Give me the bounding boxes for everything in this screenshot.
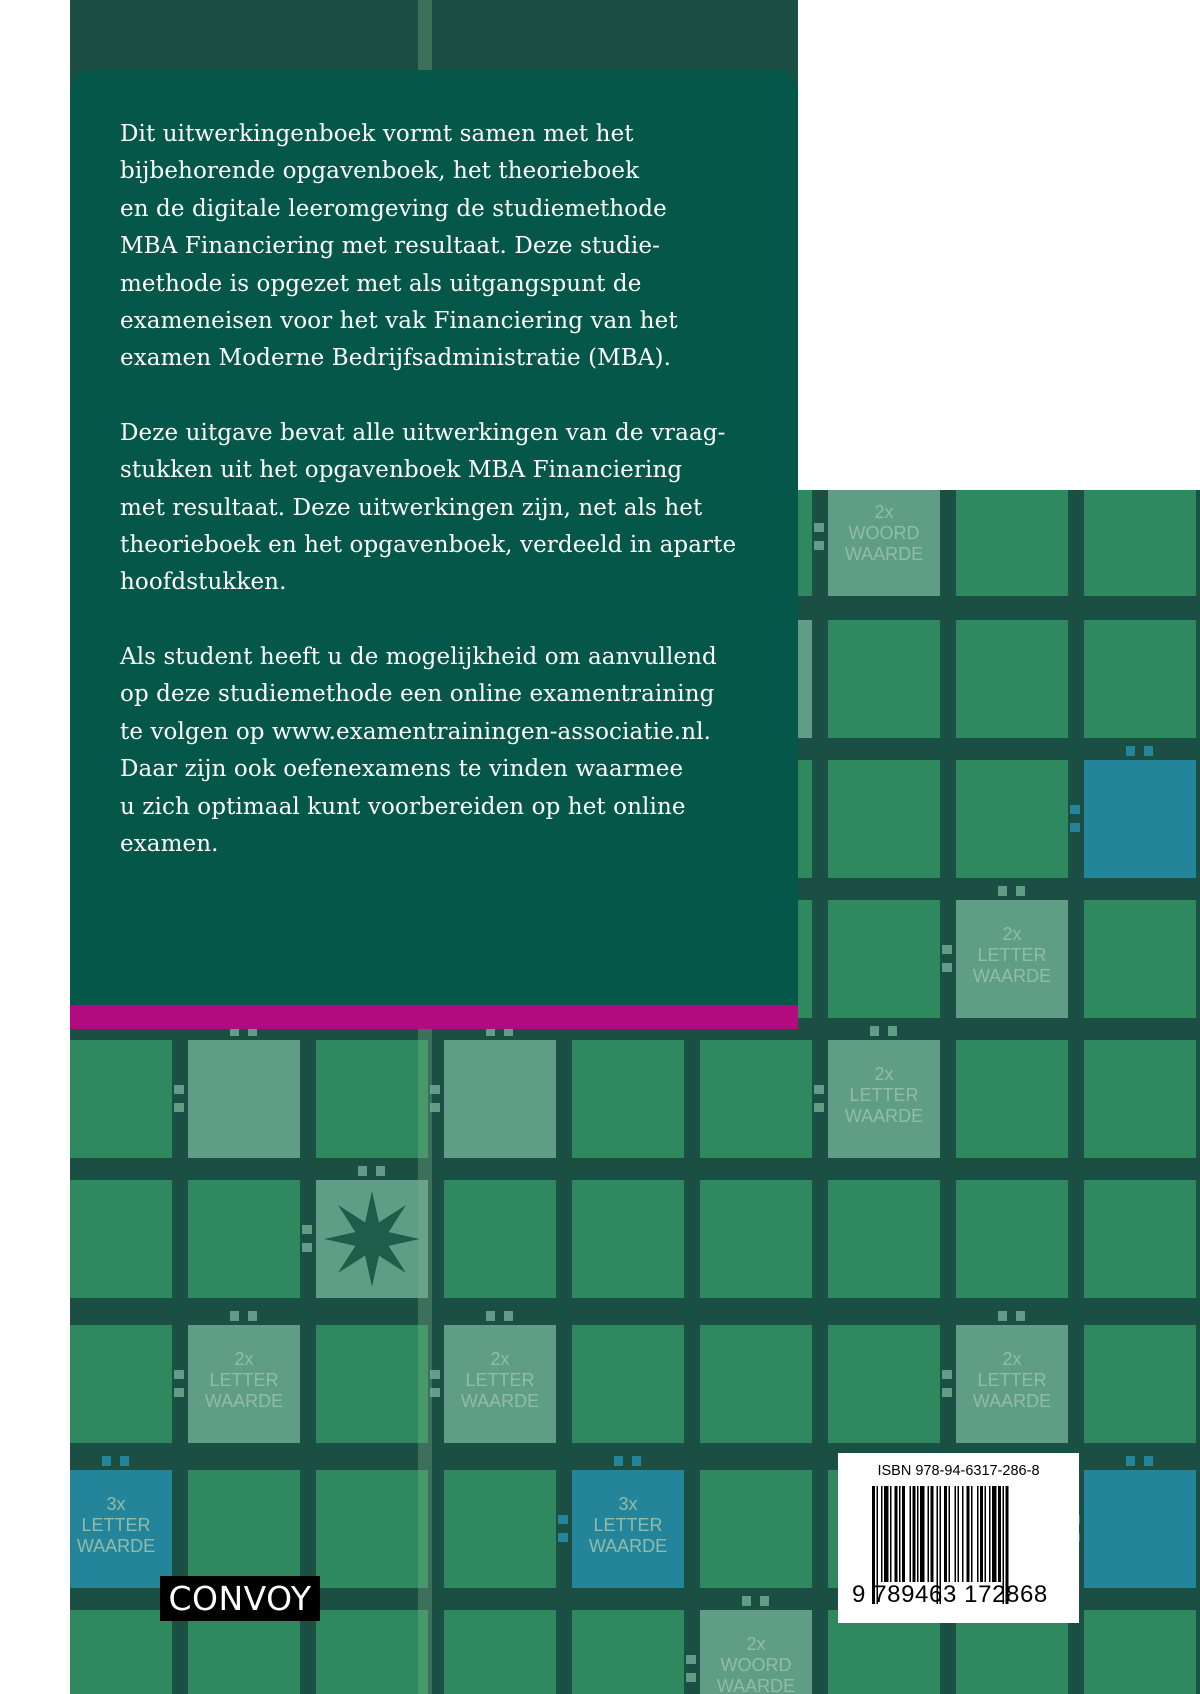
description-panel <box>70 70 798 1005</box>
barcode-bar <box>931 1486 934 1582</box>
board-tile-gray <box>188 1040 300 1158</box>
tile-marker <box>614 1456 623 1466</box>
barcode-bar <box>980 1486 983 1582</box>
board-tile-green <box>316 1325 428 1443</box>
board-tile-green <box>700 1040 812 1158</box>
tile-marker <box>998 1311 1007 1321</box>
board-tile-green <box>316 1610 428 1694</box>
board-tile-green <box>828 1180 940 1298</box>
paragraph-intro: Dit uitwerkingenboek vormt samen met het bijbehorende opgavenboek, het theorieboek en de digitale leeromgeving de studiemethode MBA Financiering met resultaat. Deze studie- methode is opgezet met als uitgangspunt de exameneisen voor het vak Financiering van het examen Moderne Bedrijfsadministratie (MBA). <box>120 121 678 372</box>
barcode-bar <box>913 1486 916 1582</box>
tile-marker <box>1070 823 1080 832</box>
barcode-bar <box>910 1486 912 1582</box>
barcode-bar <box>955 1486 957 1582</box>
tile-label: LETTER <box>977 1370 1047 1390</box>
tile-label: LETTER <box>977 945 1047 965</box>
tile-label: WAARDE <box>204 1391 284 1411</box>
tile-marker <box>814 1103 824 1112</box>
tile-label: 2x <box>746 1634 766 1654</box>
board-tile-green <box>828 620 940 738</box>
barcode-bar <box>890 1486 892 1582</box>
tile-label: 2x <box>1002 1349 1022 1369</box>
tile-marker <box>302 1243 312 1252</box>
tile-marker <box>1016 886 1025 896</box>
barcode-bar <box>998 1486 1001 1582</box>
board-tile-green <box>700 1180 812 1298</box>
barcode-bar <box>971 1486 973 1582</box>
barcode-bar <box>989 1486 991 1582</box>
star-icon <box>324 1191 420 1287</box>
tile-marker <box>102 1456 111 1466</box>
tile-label: WAARDE <box>972 1391 1052 1411</box>
board-tile-green <box>1084 900 1196 1018</box>
barcode-bar <box>962 1486 964 1582</box>
tile-label: 2x <box>234 1349 254 1369</box>
tile-label: 2x <box>874 1064 894 1084</box>
board-tile-green <box>956 620 1068 738</box>
tile-label: WAARDE <box>844 1106 924 1126</box>
board-tile-green <box>828 760 940 878</box>
tile-marker <box>174 1103 184 1112</box>
barcode-bar <box>944 1486 947 1582</box>
left-margin <box>0 0 70 1694</box>
board-tile-green <box>444 1470 556 1588</box>
tile-marker <box>632 1456 641 1466</box>
paragraph-examentraining: Als student heeft u de mogelijkheid om aanvullend op deze studiemethode een online examentraining te volgen op www.examentrainingen-associatie.nl. Daar zijn ook oefenexamens te vinden waarmee u zich optimaal kunt voorbereiden op het online examen. <box>120 643 717 857</box>
tile-label: WOORD <box>848 523 920 543</box>
barcode-bar <box>967 1486 970 1582</box>
tile-label: LETTER <box>849 1085 919 1105</box>
barcode-bar <box>928 1486 930 1582</box>
tile-marker <box>1126 746 1135 756</box>
tile-label: WAARDE <box>588 1536 668 1556</box>
tile-marker <box>1016 1311 1025 1321</box>
isbn-label: ISBN 978-94-6317-286-8 <box>877 1463 1040 1479</box>
barcode-bar <box>992 1486 997 1582</box>
barcode-bar <box>985 1486 987 1582</box>
board-tile-green <box>444 1180 556 1298</box>
board-tile-green <box>1084 620 1196 738</box>
barcode-bar <box>881 1486 883 1582</box>
tile-marker <box>760 1596 769 1606</box>
tile-label: WAARDE <box>844 544 924 564</box>
tile-marker <box>998 886 1007 896</box>
board-tile-blue <box>1084 1470 1196 1588</box>
barcode-bar <box>917 1486 919 1582</box>
barcode-bar <box>902 1486 905 1582</box>
tile-marker <box>942 945 952 954</box>
tile-label: LETTER <box>209 1370 279 1390</box>
tile-label: LETTER <box>81 1515 151 1535</box>
tile-marker <box>742 1596 751 1606</box>
tile-label: LETTER <box>593 1515 663 1535</box>
tile-marker <box>1126 1456 1135 1466</box>
tile-marker <box>558 1515 568 1524</box>
board-tile-green <box>1084 1325 1196 1443</box>
barcode-bar <box>899 1486 901 1582</box>
barcode-bar <box>920 1486 925 1582</box>
tile-label: WAARDE <box>460 1391 540 1411</box>
tile-marker <box>376 1166 385 1176</box>
tile-label: 2x <box>874 502 894 522</box>
board-tile-green <box>1084 1180 1196 1298</box>
board-tile-green <box>70 1325 172 1443</box>
board-tile-green <box>70 1180 172 1298</box>
tile-label: WAARDE <box>972 966 1052 986</box>
tile-label: WOORD <box>720 1655 792 1675</box>
tile-marker <box>248 1311 257 1321</box>
board-tile-green <box>700 1470 812 1588</box>
board-tile-green <box>572 1040 684 1158</box>
tile-marker <box>174 1085 184 1094</box>
tile-marker <box>504 1311 513 1321</box>
tile-marker <box>302 1225 312 1234</box>
board-tile-green <box>188 1180 300 1298</box>
tile-label: LETTER <box>465 1370 535 1390</box>
tile-marker <box>686 1655 696 1664</box>
paragraph-contents: Deze uitgave bevat alle uitwerkingen van de vraag- stukken uit het opgavenboek MBA Financiering met resultaat. Deze uitwerkingen zijn, net als het theorieboek en het opgavenboek, verdeeld in aparte hoofdstukken. <box>120 419 737 596</box>
board-tile-green <box>444 1610 556 1694</box>
board-tile-green <box>828 900 940 1018</box>
tile-label: WAARDE <box>716 1676 796 1694</box>
tile-marker <box>870 1026 879 1036</box>
tile-marker <box>942 1388 952 1397</box>
tile-marker <box>814 541 824 550</box>
barcode-bar <box>949 1486 951 1582</box>
tile-marker <box>358 1166 367 1176</box>
board-tile-gray <box>444 1040 556 1158</box>
board-tile-green <box>1084 1610 1196 1694</box>
board-tile-green <box>700 1325 812 1443</box>
tile-marker <box>942 963 952 972</box>
tile-marker <box>1144 746 1153 756</box>
tile-marker <box>686 1673 696 1682</box>
barcode-bar <box>977 1486 979 1582</box>
tile-marker <box>814 1085 824 1094</box>
tile-marker <box>120 1456 129 1466</box>
board-tile-blue <box>1084 760 1196 878</box>
board-tile-green <box>188 1610 300 1694</box>
top-right-white-area <box>798 0 1200 490</box>
tile-label: 3x <box>618 1494 638 1514</box>
board-tile-green <box>828 1325 940 1443</box>
board-tile-green <box>956 1180 1068 1298</box>
barcode-bar <box>958 1486 960 1582</box>
board-tile-green <box>956 1040 1068 1158</box>
board-tile-green <box>572 1610 684 1694</box>
tile-marker <box>486 1311 495 1321</box>
tile-marker <box>814 523 824 532</box>
tile-label: 2x <box>1002 924 1022 944</box>
tile-marker <box>1070 805 1080 814</box>
tile-marker <box>1144 1456 1153 1466</box>
barcode-bar <box>884 1486 889 1582</box>
accent-bar <box>70 1005 798 1029</box>
board-tile-green <box>70 1040 172 1158</box>
board-tile-green <box>956 760 1068 878</box>
barcode-bar <box>895 1486 898 1582</box>
board-tile-green <box>188 1470 300 1588</box>
tile-marker <box>230 1311 239 1321</box>
tile-label: WAARDE <box>76 1536 156 1556</box>
board-tile-green <box>572 1325 684 1443</box>
tile-marker <box>942 1370 952 1379</box>
board-tile-green <box>70 1610 172 1694</box>
isbn-barcode-block <box>838 1453 1079 1623</box>
tile-marker <box>888 1026 897 1036</box>
board-tile-green <box>316 1040 428 1158</box>
tile-label: 2x <box>490 1349 510 1369</box>
board-tile-green <box>1084 1040 1196 1158</box>
tile-marker <box>558 1533 568 1542</box>
board-tile-green <box>572 1180 684 1298</box>
board-tile-green <box>316 1470 428 1588</box>
board-tile-green <box>1084 478 1196 596</box>
tile-marker <box>174 1370 184 1379</box>
tile-marker <box>174 1388 184 1397</box>
barcode-digits: 9 789463 172868 <box>852 1581 1048 1608</box>
board-tile-green <box>956 478 1068 596</box>
tile-label: 3x <box>106 1494 126 1514</box>
publisher-logo: CONVOY <box>160 1576 320 1621</box>
